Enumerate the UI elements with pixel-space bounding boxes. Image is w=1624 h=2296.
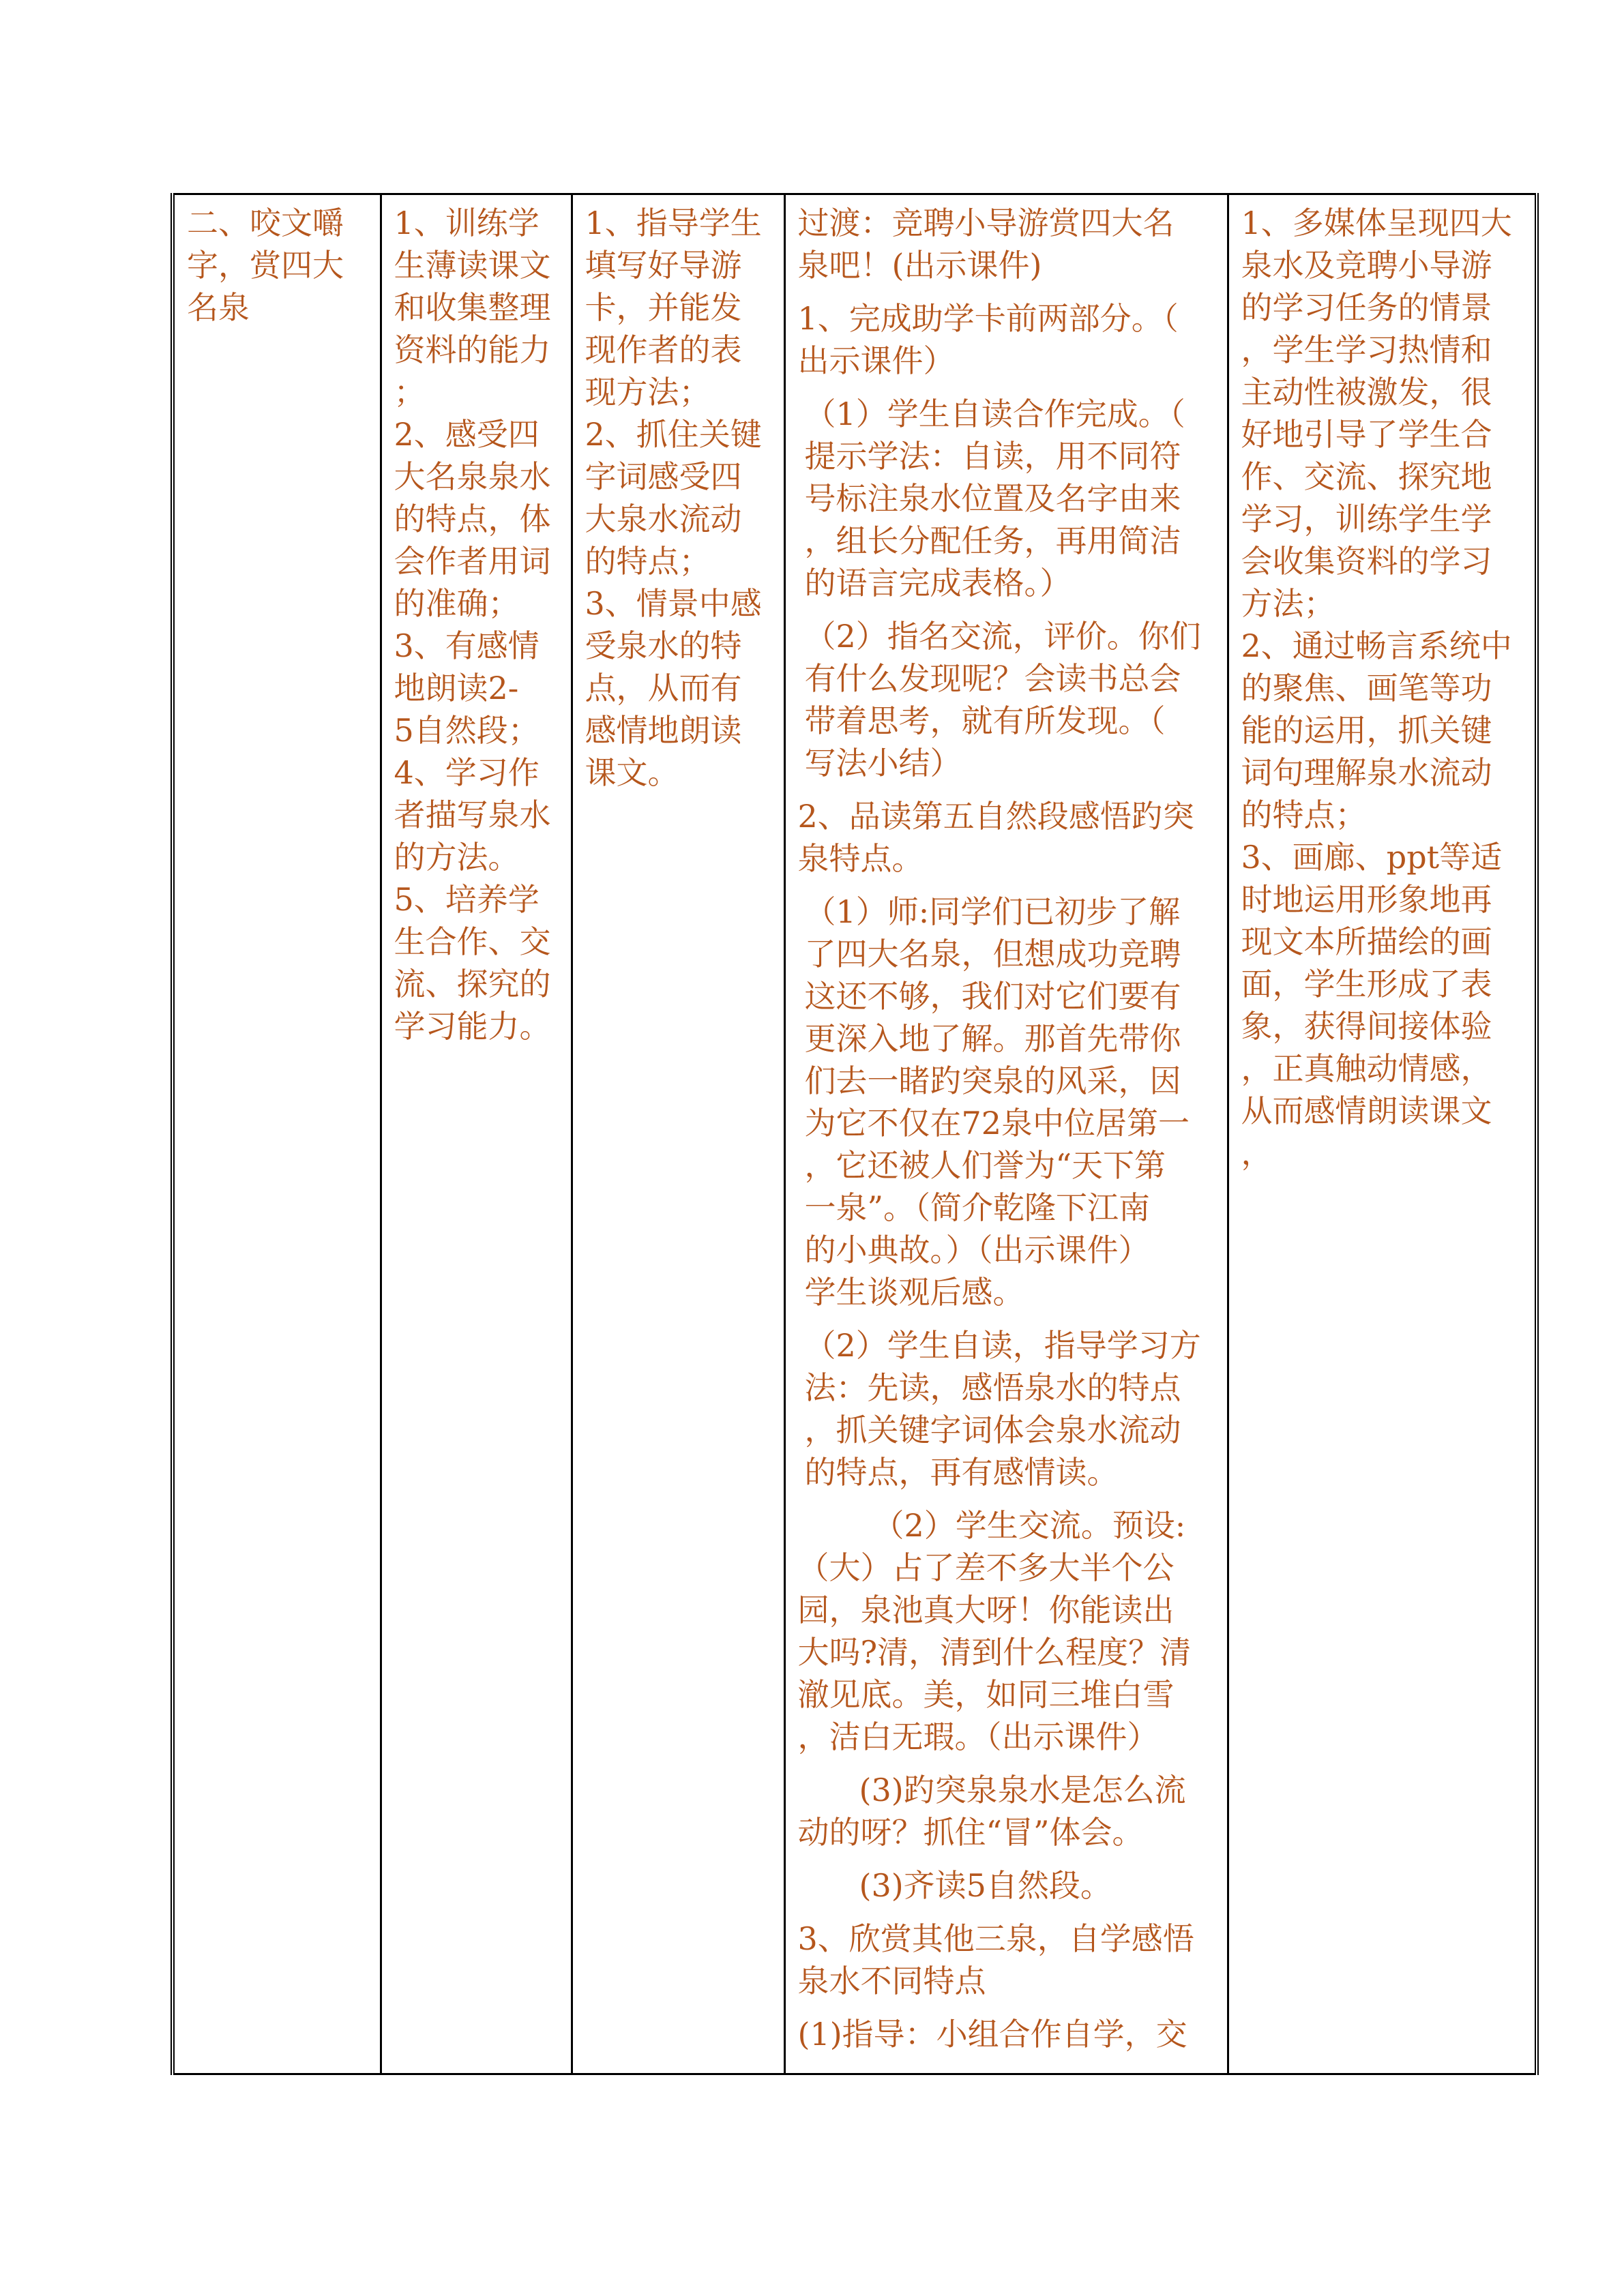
text-line: 学习能力。 xyxy=(394,1008,551,1045)
text-line: 大泉水流动 xyxy=(585,501,742,537)
text-line: 的小典故。）（出示课件） xyxy=(804,1232,1150,1268)
text-line: 的特点，体 xyxy=(394,501,551,537)
text-line: 泉水及竞聘小导游 xyxy=(1241,247,1492,284)
design-intent-cell xyxy=(1228,194,1537,2074)
objectives-cell xyxy=(381,194,572,2074)
process-cell xyxy=(784,194,1228,2074)
text-line: 受泉水的特 xyxy=(585,627,742,664)
key-points-cell xyxy=(572,194,784,2074)
text-line: 号标注泉水位置及名字由来 xyxy=(804,480,1181,517)
text-line: 过渡：竞聘小导游赏四大名 xyxy=(797,205,1175,241)
process-paragraph xyxy=(798,615,1217,784)
text-line: 从而感情朗读课文 xyxy=(1241,1092,1492,1129)
teaching-process xyxy=(798,202,1217,2055)
text-line: 象，获得间接体验 xyxy=(1241,1008,1492,1045)
text-line: 好地引导了学生合 xyxy=(1241,416,1492,453)
key-points xyxy=(585,202,774,794)
text-line: 生薄读课文 xyxy=(394,247,551,284)
text-line: 学生谈观后感。 xyxy=(804,1274,1024,1311)
process-paragraph xyxy=(798,297,1217,382)
text-line: 1、训练学 xyxy=(394,205,540,241)
text-line: (3)趵突泉泉水是怎么流 xyxy=(859,1772,1186,1808)
text-line: （2）学生自读，指导学习方 xyxy=(804,1327,1201,1364)
text-line: ，学生学习热情和 xyxy=(1241,331,1492,368)
text-line: 的准确； xyxy=(394,585,520,622)
text-line: 卡，并能发 xyxy=(585,289,742,326)
table-row xyxy=(173,194,1537,2074)
text-line: 课文。 xyxy=(585,754,679,791)
text-line: 的聚焦、画笔等功 xyxy=(1241,670,1492,706)
text-line: 泉特点。 xyxy=(797,840,924,877)
text-line: （1）师:同学们已初步了解 xyxy=(804,893,1181,930)
text-line: （大）占了差不多大半个公 xyxy=(797,1549,1175,1586)
text-line: 者描写泉水 xyxy=(394,796,551,833)
text-line: 能的运用，抓关键 xyxy=(1241,712,1492,749)
text-line: 大吗?清，清到什么程度？清 xyxy=(797,1634,1192,1671)
text-line: 4、学习作 xyxy=(394,754,540,791)
text-line: 写法小结） xyxy=(804,745,962,781)
text-line: 会收集资料的学习 xyxy=(1241,543,1492,580)
text-line: 3、欣赏其他三泉，自学感悟 xyxy=(797,1920,1194,1957)
text-line: 泉水不同特点 xyxy=(797,1963,986,1999)
text-line: 的语言完成表格。） xyxy=(804,565,1072,601)
text-line: 了四大名泉，但想成功竞聘 xyxy=(804,936,1181,972)
text-line: 动的呀？抓住“冒”体会。 xyxy=(797,1814,1144,1851)
text-line: 生合作、交 xyxy=(394,923,551,960)
text-line: 3、情景中感 xyxy=(585,585,762,622)
process-paragraph xyxy=(798,393,1217,604)
text-line: 1、完成助学卡前两部分。（ xyxy=(797,300,1179,337)
text-line: 作、交流、探究地 xyxy=(1241,458,1492,495)
text-line: 2、通过畅言系统中 xyxy=(1241,627,1512,664)
text-line: 有什么发现呢？会读书总会 xyxy=(804,660,1181,697)
design-intent xyxy=(1241,202,1526,1174)
text-line: 们去一睹趵突泉的风采，因 xyxy=(804,1062,1181,1099)
text-line: (3)齐读5自然段。 xyxy=(859,1867,1112,1904)
text-line: 泉吧！(出示课件) xyxy=(797,247,1042,284)
text-line: 和收集整理 xyxy=(394,289,551,326)
text-line: （2）指名交流，评价。你们 xyxy=(804,618,1201,655)
text-line: 现作者的表 xyxy=(585,331,742,368)
process-paragraph xyxy=(798,1769,1217,1853)
text-line: 5自然段； xyxy=(394,712,540,749)
text-line: 3、画廊、ppt等适 xyxy=(1241,839,1503,876)
text-line: 2、抓住关键 xyxy=(585,416,762,453)
text-line: 的学习任务的情景 xyxy=(1241,289,1492,326)
text-line: 5、培养学 xyxy=(394,881,540,918)
text-line: 的特点； xyxy=(1241,796,1367,833)
text-line: 字词感受四 xyxy=(585,458,742,495)
text-line: 方法； xyxy=(1241,585,1335,622)
process-paragraph xyxy=(798,795,1217,880)
text-line: 为它不仅在72泉中位居第一 xyxy=(804,1105,1190,1142)
lesson-plan-table xyxy=(171,193,1539,2075)
text-line: 主动性被激发，很 xyxy=(1241,374,1492,411)
section-title xyxy=(187,202,370,329)
text-line: （2）学生交流。预设: xyxy=(872,1507,1186,1544)
text-line: 会作者用词 xyxy=(394,543,551,580)
text-line: 大名泉泉水 xyxy=(394,458,551,495)
text-line: 字，赏四大 xyxy=(187,247,344,284)
text-line: (1)指导：小组合作自学，交 xyxy=(797,2016,1187,2053)
text-line: 面，学生形成了表 xyxy=(1241,966,1492,1002)
process-paragraph xyxy=(798,891,1217,1313)
process-paragraph xyxy=(798,1918,1217,2002)
text-line: 出示课件） xyxy=(797,342,955,379)
text-line: ，组长分配任务，再用简洁 xyxy=(804,522,1181,559)
text-line: 提示学法：自读，用不同符 xyxy=(804,438,1181,475)
text-line: 澈见底。美，如同三堆白雪 xyxy=(797,1676,1175,1713)
text-line: 填写好导游 xyxy=(585,247,742,284)
process-paragraph xyxy=(798,1864,1217,1907)
text-line: 资料的能力 xyxy=(394,331,551,368)
text-line: 现方法； xyxy=(585,374,711,411)
text-line: ，正真触动情感， xyxy=(1241,1050,1492,1087)
text-line: 带着思考，就有所发现。（ xyxy=(804,702,1166,739)
process-paragraph xyxy=(798,1324,1217,1493)
text-line: 名泉 xyxy=(187,289,250,326)
text-line: ； xyxy=(394,374,426,411)
text-line: ， xyxy=(1241,1135,1273,1172)
text-line: 二、咬文嚼 xyxy=(187,205,344,241)
process-paragraph xyxy=(798,1504,1217,1758)
text-line: 现文本所描绘的画 xyxy=(1241,923,1492,960)
text-line: 的特点； xyxy=(585,543,711,580)
text-line: 1、指导学生 xyxy=(585,205,762,241)
text-line: 3、有感情 xyxy=(394,627,540,664)
text-line: 2、感受四 xyxy=(394,416,540,453)
text-line: 点，从而有 xyxy=(585,670,742,706)
text-line: 1、多媒体呈现四大 xyxy=(1241,205,1512,241)
text-line: 法：先读，感悟泉水的特点 xyxy=(804,1369,1181,1406)
text-line: ，洁白无瑕。（出示课件） xyxy=(797,1718,1159,1755)
process-paragraph xyxy=(798,202,1217,286)
teaching-objectives xyxy=(394,202,561,1047)
text-line: 学习，训练学生学 xyxy=(1241,501,1492,537)
text-line: 的方法。 xyxy=(394,839,520,876)
text-line: 这还不够，我们对它们要有 xyxy=(804,978,1181,1015)
text-line: 的特点，再有感情读。 xyxy=(804,1454,1119,1491)
text-line: 感情地朗读 xyxy=(585,712,742,749)
section-title-cell xyxy=(173,194,381,2074)
text-line: 园，泉池真大呀！你能读出 xyxy=(797,1592,1175,1628)
text-line: 时地运用形象地再 xyxy=(1241,881,1492,918)
text-line: ，抓关键字词体会泉水流动 xyxy=(804,1412,1181,1448)
text-line: （1）学生自读合作完成。（ xyxy=(804,396,1185,432)
text-line: 词句理解泉水流动 xyxy=(1241,754,1492,791)
text-line: ，它还被人们誉为“天下第 xyxy=(804,1147,1166,1184)
text-line: 流、探究的 xyxy=(394,966,551,1002)
process-paragraph xyxy=(798,2013,1217,2055)
text-line: 一泉”。（简介乾隆下江南 xyxy=(804,1189,1151,1226)
text-line: 2、品读第五自然段感悟趵突 xyxy=(797,798,1194,835)
text-line: 地朗读2- xyxy=(394,670,519,706)
text-line: 更深入地了解。那首先带你 xyxy=(804,1020,1181,1057)
